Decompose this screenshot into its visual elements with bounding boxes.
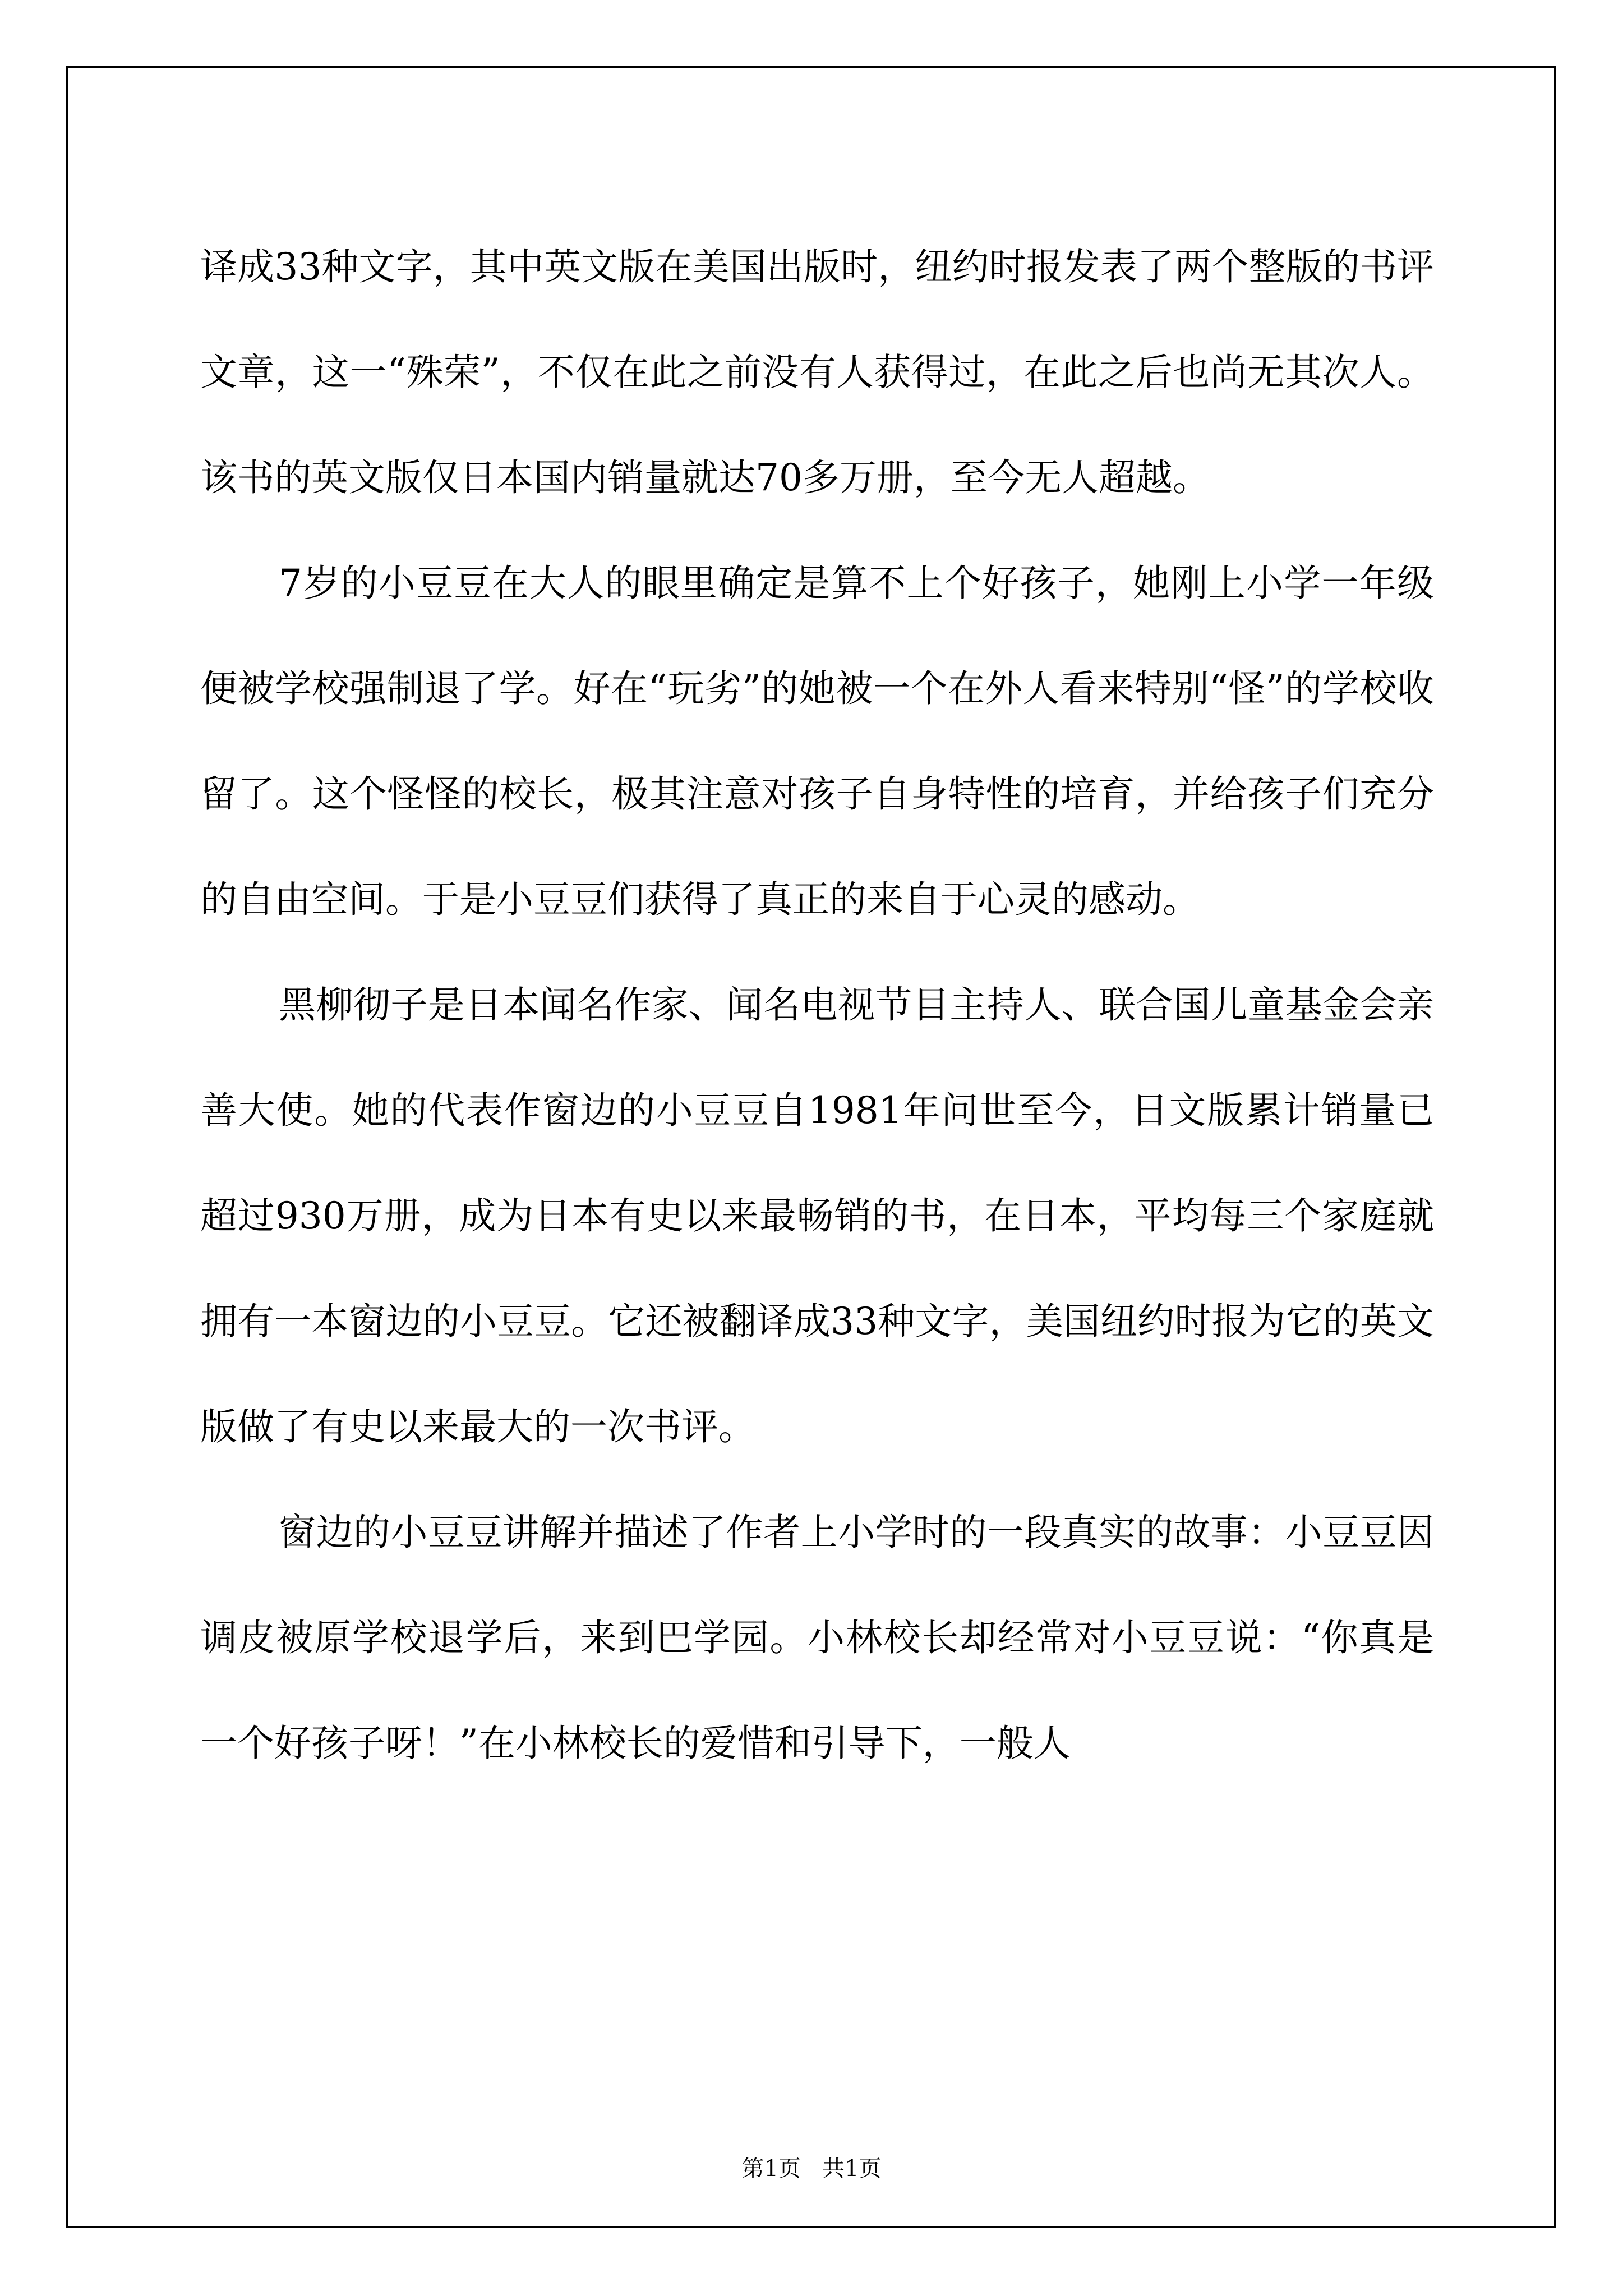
paragraph-1: 译成33种文字，其中英文版在美国出版时，纽约时报发表了两个整版的书评文章，这一“殊荣”，不仅在此之前没有人获得过，在此之后也尚无其次人。该书的英文版仅日本国内销量就达70多万册，至今无人超越。: [200, 245, 1434, 499]
page-number-footer: 第1页 共1页: [741, 2156, 882, 2182]
paragraph-2: 7岁的小豆豆在大人的眼里确定是算不上个好孩子，她刚上小学一年级便被学校强制退了学。好在“玩劣”的她被一个在外人看来特别“怪”的学校收留了。这个怪怪的校长，极其注意对孩子自身特性的培育，并给孩子们充分的自由空间。于是小豆豆们获得了真正的来自于心灵的感动。: [200, 562, 1434, 921]
document-body: [200, 214, 1434, 1796]
paragraph-3: 黑柳彻子是日本闻名作家、闻名电视节目主持人、联合国儿童基金会亲善大使。她的代表作窗边的小豆豆自1981年问世至今，日文版累计销量已超过930万册，成为日本有史以来最畅销的书，在日本，平均每三个家庭就拥有一本窗边的小豆豆。它还被翻译成33种文字，美国纽约时报为它的英文版做了有史以来最大的一次书评。: [200, 983, 1434, 1448]
paragraph-4: 窗边的小豆豆讲解并描述了作者上小学时的一段真实的故事：小豆豆因调皮被原学校退学后，来到巴学园。小林校长却经常对小豆豆说：“你真是一个好孩子呀！”在小林校长的爱惜和引导下，一般人: [200, 1511, 1434, 1765]
